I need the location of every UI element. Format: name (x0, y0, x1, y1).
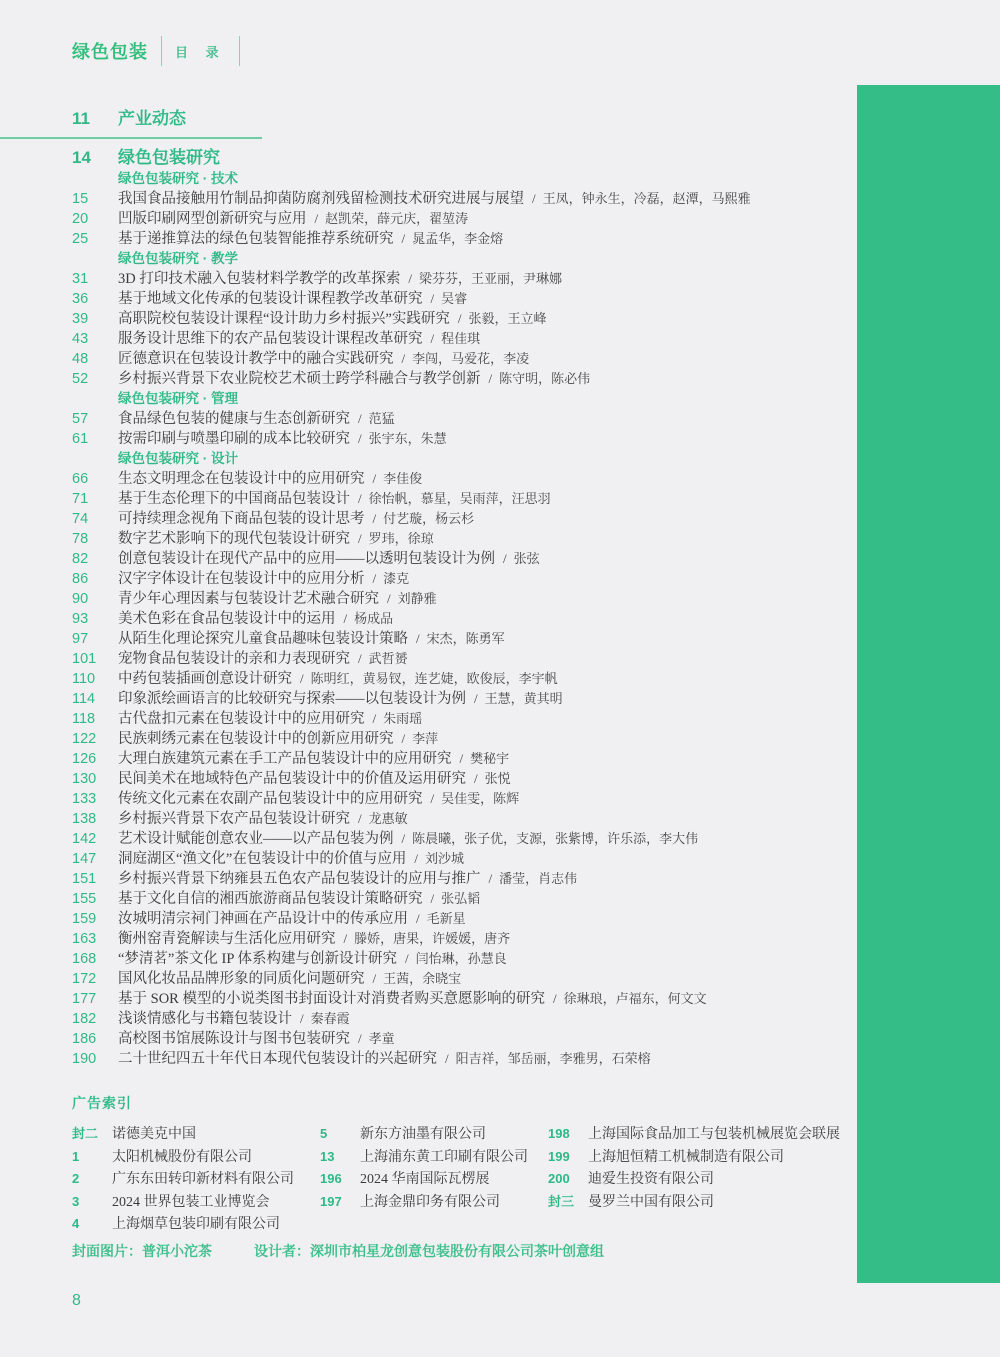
toc-entry-page: 48 (72, 351, 89, 367)
toc-entry-page: 122 (72, 731, 97, 747)
toc-entry (72, 309, 872, 329)
toc-entry-title: 传统文化元素在农副产品包装设计中的应用研究 (118, 791, 423, 807)
ad-entry-name: 2024 华南国际瓦楞展 (360, 1172, 490, 1187)
page-header (72, 34, 253, 68)
toc-entry-title: 基于 SOR 模型的小说类图书封面设计对消费者购买意愿影响的研究 (118, 991, 545, 1007)
slash-separator: / (430, 331, 435, 346)
toc-entry (72, 529, 872, 549)
toc-entry (72, 209, 872, 229)
toc-entry-page: 61 (72, 431, 89, 447)
toc-entry-authors: 范猛 (368, 411, 395, 426)
ad-index (72, 1093, 862, 1236)
toc-entry-authors: 王凤，钟永生，冷磊，赵潭，马熙雅 (542, 191, 751, 206)
toc-entry-page: 25 (72, 231, 89, 247)
toc-entry-authors: 张悦 (484, 771, 511, 786)
toc-entry (72, 229, 872, 249)
toc-entry-page: 20 (72, 211, 89, 227)
ad-entry (72, 1213, 320, 1236)
toc-entry-title: 大理白族建筑元素在手工产品包装设计中的应用研究 (118, 751, 452, 767)
toc-subsection-label: 绿色包装研究 · 技术 (118, 171, 238, 186)
toc-entry (72, 849, 872, 869)
toc-entry-authors: 毛新星 (426, 911, 466, 926)
toc-entry (72, 909, 872, 929)
toc-entry-authors: 闫怡琳，孙慧良 (415, 951, 507, 966)
toc-entry-page: 82 (72, 551, 89, 567)
toc-entry-page: 138 (72, 811, 97, 827)
ad-entry-name: 上海旭恒精工机械制造有限公司 (588, 1149, 784, 1165)
toc-entry-authors: 刘静雅 (397, 591, 437, 606)
slash-separator: / (372, 571, 377, 586)
toc-entry-title: 中药包装插画创意设计研究 (118, 671, 292, 687)
toc-entry-authors: 张弦 (513, 551, 540, 566)
toc-entry-authors: 程佳琪 (441, 331, 481, 346)
slash-separator: / (457, 311, 462, 326)
slash-separator: / (408, 271, 412, 286)
ad-entry-page: 13 (320, 1148, 335, 1164)
toc-entry-title: “梦清茗”茶文化 IP 体系构建与创新设计研究 (118, 951, 397, 967)
cover-caption-row (72, 1241, 604, 1261)
ad-entry-page: 2 (72, 1171, 80, 1186)
slash-separator: / (300, 1011, 304, 1026)
slash-separator: / (430, 291, 435, 306)
toc-entry-title: 高校图书馆展陈设计与图书包装研究 (118, 1031, 350, 1047)
toc-subsection-label: 绿色包装研究 · 设计 (118, 451, 238, 466)
ad-entry-page: 3 (72, 1193, 80, 1209)
toc-entry-title: 古代盘扣元素在包装设计中的应用研究 (118, 711, 365, 727)
toc-entry-page: 15 (72, 191, 89, 207)
toc-entry-title: 印象派绘画语言的比较研究与探索——以包装设计为例 (118, 691, 466, 707)
toc-entry-title: 基于文化自信的湘西旅游商品包装设计策略研究 (118, 891, 423, 907)
toc-entry-authors: 付艺璇，杨云杉 (383, 511, 475, 526)
ad-entry (72, 1123, 320, 1146)
toc-entry-authors: 阳吉祥，邹岳丽，李雅男，石荣榕 (455, 1051, 651, 1066)
toc-chapter-page: 14 (72, 148, 91, 167)
slash-separator: / (358, 651, 362, 666)
ad-entry-name: 太阳机械股份有限公司 (112, 1149, 252, 1165)
toc-entry-page: 57 (72, 411, 89, 427)
toc-entry-title: 乡村振兴背景下农产品包装设计研究 (118, 811, 350, 827)
toc-entry (72, 549, 872, 569)
toc-entry (72, 829, 872, 849)
toc-entry-page: 36 (72, 291, 89, 307)
ad-entry-name: 上海烟草包装印刷有限公司 (112, 1217, 280, 1232)
slash-separator: / (474, 771, 478, 786)
slash-separator: / (314, 211, 319, 226)
ad-entry-page: 199 (548, 1148, 570, 1164)
slash-separator: / (414, 851, 418, 866)
ad-entry (72, 1191, 320, 1214)
toc-entry-page: 90 (72, 591, 89, 607)
toc-entry-page: 133 (72, 791, 97, 807)
toc-entry (72, 609, 872, 629)
ad-index-column (320, 1123, 548, 1236)
toc-entry-page: 101 (72, 651, 97, 667)
toc-entry-title: 汉字字体设计在包装设计中的应用分析 (118, 571, 365, 587)
toc-entry-title: 高职院校包装设计课程“设计助力乡村振兴”实践研究 (118, 311, 450, 327)
toc-subsection (72, 169, 872, 249)
toc-entry (72, 1049, 872, 1069)
toc-entry-authors: 李萍 (412, 731, 439, 746)
toc-entry-authors: 王慧，黄其明 (484, 691, 563, 706)
ad-entry (548, 1191, 848, 1214)
toc-entry-page: 71 (72, 491, 89, 507)
toc-entry-authors: 张毅，王立峰 (468, 311, 547, 326)
ad-entry-name: 上海国际食品加工与包装机械展览会联展 (588, 1127, 840, 1142)
toc-entry-title: 基于地域文化传承的包装设计课程教学改革研究 (118, 291, 423, 307)
toc-entry-title: 匠德意识在包装设计教学中的融合实践研究 (118, 351, 394, 367)
toc-chapter (72, 108, 872, 130)
ad-entry-page: 封三 (548, 1193, 575, 1209)
table-of-contents (72, 108, 872, 1069)
toc-entry-title: 民间美术在地域特色产品包装设计中的价值及运用研究 (118, 771, 466, 787)
toc-entry (72, 1029, 872, 1049)
toc-entry-title: 数字艺术影响下的现代包装设计研究 (118, 531, 350, 547)
toc-entry (72, 709, 872, 729)
toc-chapter-title: 产业动态 (118, 109, 186, 128)
page-number: 8 (72, 1292, 81, 1309)
slash-separator: / (358, 811, 362, 826)
toc-entry-title: 基于生态伦理下的中国商品包装设计 (118, 491, 350, 507)
toc-entry (72, 269, 872, 289)
slash-separator: / (488, 371, 493, 386)
toc-entry-page: 97 (72, 631, 89, 647)
toc-entry-authors: 梁芬芬，王亚丽，尹琳娜 (418, 271, 562, 286)
toc-entry (72, 929, 872, 949)
ad-entry (548, 1146, 848, 1169)
toc-entry-page: 163 (72, 931, 97, 947)
ad-entry-name: 上海浦东黄工印刷有限公司 (360, 1149, 528, 1165)
toc-entry (72, 789, 872, 809)
toc-entry-page: 182 (72, 1011, 97, 1027)
slash-separator: / (416, 911, 420, 926)
slash-separator: / (401, 231, 406, 246)
decorative-green-panel (857, 85, 1000, 1283)
slash-separator: / (404, 951, 409, 966)
toc-entry-page: 151 (72, 871, 97, 887)
ad-entry (548, 1168, 848, 1191)
toc-entry-authors: 赵凯荣，薛元庆，翟堃涛 (325, 211, 469, 226)
slash-separator: / (532, 191, 536, 206)
ad-entry (72, 1168, 320, 1191)
slash-separator: / (401, 351, 406, 366)
toc-chapter-page: 11 (72, 109, 90, 128)
slash-separator: / (552, 991, 557, 1006)
toc-entry-title: 国风化妆品品牌形象的同质化问题研究 (118, 971, 365, 987)
toc-entry (72, 409, 872, 429)
slash-separator: / (358, 491, 362, 506)
toc-entry (72, 669, 872, 689)
toc-entry-title: 可持续理念视角下商品包装的设计思考 (118, 511, 365, 527)
toc-entry-authors: 罗玮，徐琼 (368, 531, 434, 546)
toc-entry-page: 39 (72, 311, 89, 327)
toc-entry (72, 949, 872, 969)
toc-entry-title: 民族刺绣元素在包装设计中的创新应用研究 (118, 731, 394, 747)
ad-entry (320, 1123, 548, 1146)
slash-separator: / (430, 891, 435, 906)
toc-entry-page: 159 (72, 911, 97, 927)
toc-entry (72, 429, 872, 449)
toc-entry-title: 按需印刷与喷墨印刷的成本比较研究 (118, 431, 350, 447)
toc-entry-title: 我国食品接触用竹制品抑菌防腐剂残留检测技术研究进展与展望 (118, 191, 524, 207)
ad-entry (72, 1146, 320, 1169)
toc-entry-title: 3D 打印技术融入包装材料学教学的改革探索 (118, 271, 401, 287)
toc-entry (72, 889, 872, 909)
toc-entry-page: 31 (72, 271, 89, 287)
toc-chapter-title: 绿色包装研究 (118, 148, 220, 167)
ad-entry-name: 上海金鼎印务有限公司 (360, 1194, 500, 1210)
toc-entry-page: 114 (72, 691, 96, 707)
toc-subsection-label: 绿色包装研究 · 管理 (118, 391, 238, 406)
toc-entry-title: 食品绿色包装的健康与生态创新研究 (118, 411, 350, 427)
toc-entry-authors: 晁孟华，李金熔 (412, 231, 504, 246)
ad-entry-name: 诺德美克中国 (112, 1127, 196, 1142)
toc-entry (72, 369, 872, 389)
toc-entry-page: 155 (72, 891, 97, 907)
ad-entry-page: 197 (320, 1193, 342, 1209)
toc-entry-authors: 张宇东，朱慧 (368, 431, 447, 446)
toc-entry (72, 489, 872, 509)
toc-entry (72, 649, 872, 669)
toc-entry-authors: 秦春霞 (310, 1011, 350, 1026)
ad-entry (320, 1191, 548, 1214)
ad-entry (320, 1146, 548, 1169)
section-divider-line (0, 137, 262, 139)
toc-entry-authors: 张弘韬 (441, 891, 481, 906)
ad-entry (548, 1123, 848, 1146)
toc-entry-page: 66 (72, 471, 89, 487)
ad-index-column (548, 1123, 848, 1236)
slash-separator: / (372, 471, 377, 486)
slash-separator: / (358, 1031, 362, 1046)
toc-entry-authors: 武哲赟 (368, 651, 408, 666)
toc-entry-authors: 潘莹，肖志伟 (499, 871, 578, 886)
toc-entry-page: 52 (72, 371, 89, 387)
toc-entry-authors: 陈明红，黄易钗，连艺婕，欧俊辰，李宇帆 (310, 671, 558, 686)
toc-entry-title: 生态文明理念在包装设计中的应用研究 (118, 471, 365, 487)
slash-separator: / (358, 411, 362, 426)
ad-entry-page: 5 (320, 1126, 328, 1141)
toc-entry-page: 177 (72, 991, 97, 1007)
slash-separator: / (372, 511, 377, 526)
toc-entry (72, 189, 872, 209)
slash-separator: / (401, 731, 406, 746)
toc-entry-title: 浅谈情感化与书籍包装设计 (118, 1011, 292, 1027)
toc-entry-page: 93 (72, 611, 89, 627)
toc-entry-title: 美术色彩在食品包装设计中的运用 (118, 611, 336, 627)
slash-separator: / (387, 591, 391, 606)
ad-entry-page: 4 (72, 1216, 80, 1231)
toc-entry-title: 从陌生化理论探究儿童食品趣味包装设计策略 (118, 631, 408, 647)
toc-groups (72, 169, 872, 1069)
toc-entry (72, 509, 872, 529)
ad-entry (320, 1168, 548, 1191)
toc-entry-title: 二十世纪四五十年代日本现代包装设计的兴起研究 (118, 1051, 437, 1067)
slash-separator: / (430, 791, 435, 806)
slash-separator: / (416, 631, 420, 646)
toc-entry-page: 118 (72, 711, 96, 727)
toc-entry (72, 629, 872, 649)
toc-entry-page: 130 (72, 771, 97, 787)
ad-entry-name: 2024 世界包装工业博览会 (112, 1194, 270, 1210)
toc-entry-authors: 樊秘宇 (470, 751, 510, 766)
toc-entry-page: 186 (72, 1031, 97, 1047)
toc-entry-authors: 徐琳琅，卢福东，何文文 (563, 991, 707, 1006)
ad-index-columns (72, 1123, 862, 1236)
slash-separator: / (372, 971, 377, 986)
toc-entry (72, 329, 872, 349)
toc-entry-authors: 漆克 (383, 571, 410, 586)
toc-entry-title: 宠物食品包装设计的亲和力表现研究 (118, 651, 350, 667)
toc-entry-authors: 李佳俊 (383, 471, 423, 486)
toc-entry (72, 729, 872, 749)
toc-entry-title: 乡村振兴背景下纳雍县五色农产品包装设计的应用与推广 (118, 871, 481, 887)
vertical-divider (239, 36, 240, 66)
ad-entry-page: 1 (72, 1148, 80, 1164)
toc-subsection (72, 249, 872, 389)
toc-entry-authors: 吴睿 (441, 291, 468, 306)
toc-entry (72, 689, 872, 709)
slash-separator: / (459, 751, 464, 766)
slash-separator: / (300, 671, 304, 686)
cover-designer-caption: 设计者：深圳市柏星龙创意包装股份有限公司茶叶创意组 (254, 1243, 604, 1259)
cover-image-caption: 封面图片：普洱小沱茶 (72, 1243, 212, 1259)
toc-entry (72, 989, 872, 1009)
toc-entry (72, 469, 872, 489)
toc-entry-authors: 刘沙城 (425, 851, 465, 866)
slash-separator: / (343, 611, 348, 626)
toc-subsection (72, 389, 872, 449)
toc-entry-page: 86 (72, 571, 89, 587)
toc-entry-title: 创意包装设计在现代产品中的应用——以透明包装设计为例 (118, 551, 495, 567)
toc-entry-authors: 孝童 (368, 1031, 395, 1046)
ad-entry-page: 封二 (72, 1126, 99, 1141)
ad-entry-page: 200 (548, 1171, 570, 1186)
toc-entry-page: 43 (72, 331, 89, 347)
slash-separator: / (372, 711, 377, 726)
toc-entry (72, 349, 872, 369)
toc-entry-title: 艺术设计赋能创意农业——以产品包装为例 (118, 831, 394, 847)
slash-separator: / (503, 551, 507, 566)
toc-entry (72, 869, 872, 889)
toc-entry-title: 服务设计思维下的农产品包装设计课程改革研究 (118, 331, 423, 347)
slash-separator: / (358, 431, 362, 446)
slash-separator: / (401, 831, 406, 846)
toc-entry-title: 洞庭湖区“渔文化”在包装设计中的价值与应用 (118, 851, 407, 867)
vertical-divider (161, 36, 162, 66)
toc-entry-title: 基于递推算法的绿色包装智能推荐系统研究 (118, 231, 394, 247)
toc-entry-title: 凹版印刷网型创新研究与应用 (118, 211, 307, 227)
toc-entry-authors: 徐怡帆，慕星，吴雨萍，汪思羽 (368, 491, 551, 506)
toc-entry (72, 289, 872, 309)
toc-entry (72, 569, 872, 589)
toc-entry-page: 172 (72, 971, 97, 987)
toc-entry-authors: 王茜，余晓宝 (383, 971, 462, 986)
toc-entry-page: 74 (72, 511, 89, 527)
toc-entry-authors: 龙惠敏 (368, 811, 408, 826)
toc-entry-authors: 陈守明，陈必伟 (499, 371, 591, 386)
slash-separator: / (445, 1051, 449, 1066)
toc-entry-title: 衡州窑青瓷解读与生活化应用研究 (118, 931, 336, 947)
ad-entry-name: 曼罗兰中国有限公司 (588, 1194, 714, 1210)
ad-entry-page: 196 (320, 1171, 342, 1186)
toc-entry-authors: 杨成品 (354, 611, 394, 626)
toc-entry-page: 78 (72, 531, 89, 547)
toc-subsection (72, 449, 872, 1069)
ad-entry-name: 新东方油墨有限公司 (360, 1127, 486, 1142)
toc-entry (72, 1009, 872, 1029)
toc-entry (72, 809, 872, 829)
toc-entry (72, 749, 872, 769)
ad-entry-name: 迪爱生投资有限公司 (588, 1172, 714, 1187)
toc-entry-page: 142 (72, 831, 97, 847)
toc-entry-page: 168 (72, 951, 97, 967)
ad-index-column (72, 1123, 320, 1236)
toc-subsection-label: 绿色包装研究 · 教学 (118, 251, 238, 266)
toc-entry-authors: 宋杰，陈勇军 (426, 631, 505, 646)
toc-entry (72, 969, 872, 989)
ad-entry-name: 广东东田转印新材料有限公司 (112, 1172, 294, 1187)
slash-separator: / (358, 531, 362, 546)
toc-entry (72, 589, 872, 609)
toc-entry-title: 乡村振兴背景下农业院校艺术硕士跨学科融合与教学创新 (118, 371, 481, 387)
toc-entry-authors: 陈晨曦，张子优，支源，张紫博，许乐添，李大伟 (412, 831, 699, 846)
slash-separator: / (474, 691, 478, 706)
toc-entry-authors: 吴佳雯，陈辉 (441, 791, 520, 806)
toc-entry-page: 126 (72, 751, 97, 767)
toc-entry-title: 青少年心理因素与包装设计艺术融合研究 (118, 591, 379, 607)
toc-chapter (72, 147, 872, 169)
toc-entry-title: 汝城明清宗祠门神画在产品设计中的传承应用 (118, 911, 408, 927)
slash-separator: / (343, 931, 348, 946)
ad-index-title: 广告索引 (72, 1095, 132, 1111)
page-title: 目 录 (175, 44, 226, 60)
toc-entry-page: 190 (72, 1051, 97, 1067)
ad-entry-page: 198 (548, 1126, 570, 1141)
toc-entry-page: 110 (72, 671, 96, 687)
magazine-logo: 绿色包装 (72, 42, 148, 62)
toc-entry-authors: 李闯，马爱花，李凌 (412, 351, 530, 366)
toc-entry-authors: 朱雨瑶 (383, 711, 423, 726)
slash-separator: / (488, 871, 493, 886)
toc-entry (72, 769, 872, 789)
toc-entry-page: 147 (72, 851, 97, 867)
toc-entry-authors: 滕娇，唐果，许媛媛，唐齐 (354, 931, 511, 946)
